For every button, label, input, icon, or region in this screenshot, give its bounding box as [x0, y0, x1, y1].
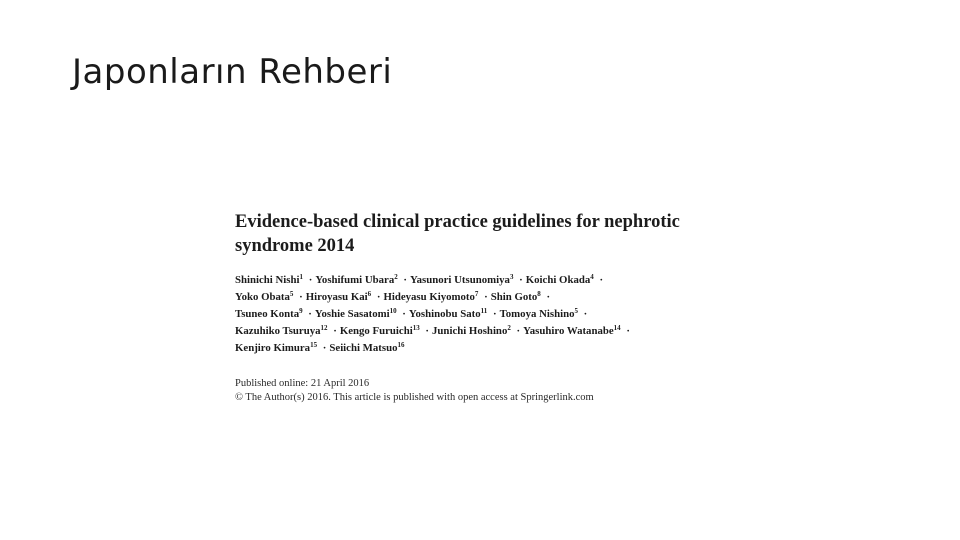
author-name-text: Yasunori Utsunomiya	[410, 274, 510, 286]
author-name-text: Yasuhiro Watanabe	[523, 325, 614, 337]
author-name-text: Yoshifumi Ubara	[315, 274, 395, 286]
author-name	[235, 325, 328, 337]
author-separator: ·	[296, 291, 303, 303]
author-affiliation-number: 6	[367, 290, 372, 298]
author-name-text: Kengo Furuichi	[339, 325, 413, 337]
author-name-text: Tsuneo Konta	[235, 308, 300, 320]
author-separator: ·	[374, 291, 381, 303]
author-affiliation-number: 10	[389, 307, 397, 315]
author-line	[235, 340, 755, 357]
author-separator: ·	[490, 308, 497, 320]
author-affiliation-number: 5	[289, 290, 294, 298]
author-name-text: Junichi Hoshino	[432, 325, 508, 337]
author-name-text: Seiichi Matsuo	[329, 342, 398, 354]
author-separator: ·	[330, 325, 337, 337]
author-affiliation-number: 11	[480, 307, 488, 315]
author-affiliation-number: 2	[394, 273, 398, 281]
author-affiliation-number: 7	[474, 290, 479, 298]
author-separator: ·	[516, 274, 523, 286]
paper-excerpt-image	[235, 210, 755, 405]
author-name	[500, 308, 578, 320]
author-separator: ·	[596, 274, 604, 286]
author-name-text: Shin Goto	[490, 291, 538, 303]
author-name	[409, 308, 487, 320]
author-affiliation-number: 14	[613, 324, 621, 332]
author-name	[523, 325, 621, 337]
slide-title: Japonların Rehberi	[72, 52, 393, 92]
author-separator: ·	[623, 325, 630, 337]
author-line	[235, 306, 755, 323]
author-line	[235, 272, 755, 289]
author-name	[235, 274, 303, 286]
author-affiliation-number: 12	[320, 324, 328, 332]
author-separator: ·	[399, 308, 406, 320]
author-name-text: Tomoya Nishino	[499, 308, 575, 320]
author-affiliation-number: 16	[397, 341, 405, 349]
author-name-text: Shinichi Nishi	[235, 274, 300, 286]
publication-info	[235, 377, 755, 405]
author-affiliation-number: 2	[507, 324, 511, 332]
author-name	[315, 308, 397, 320]
author-affiliation-number: 13	[412, 324, 420, 332]
author-affiliation-number: 3	[509, 273, 514, 281]
author-affiliation-number: 5	[574, 307, 578, 315]
author-affiliation-number: 1	[299, 273, 304, 281]
author-separator: ·	[580, 308, 588, 320]
author-name-text: Kazuhiko Tsuruya	[235, 325, 321, 337]
author-separator: ·	[400, 274, 408, 286]
author-name	[491, 291, 541, 303]
published-date: Published online: 21 April 2016	[235, 378, 370, 389]
author-name	[432, 325, 511, 337]
author-name	[315, 274, 397, 286]
author-list	[235, 272, 755, 357]
author-separator: ·	[422, 325, 430, 337]
paper-title-line-1: Evidence-based clinical practice guidelines for nephrotic	[235, 212, 680, 232]
author-name	[340, 325, 420, 337]
author-affiliation-number: 4	[590, 273, 594, 281]
author-affiliation-number: 9	[299, 307, 303, 315]
author-name	[410, 274, 513, 286]
author-name	[383, 291, 478, 303]
paper-title	[235, 210, 755, 258]
author-name	[526, 274, 594, 286]
author-line	[235, 323, 755, 340]
author-name-text: Yoshie Sasatomi	[314, 308, 390, 320]
copyright-notice: © The Author(s) 2016. This article is published with open access at Springerlink.com	[235, 392, 594, 403]
author-separator: ·	[320, 342, 327, 354]
author-separator: ·	[305, 308, 312, 320]
author-name-text: Kenjiro Kimura	[235, 342, 311, 354]
author-name-text: Hiroyasu Kai	[305, 291, 368, 303]
author-name-text: Koichi Okada	[525, 274, 591, 286]
author-affiliation-number: 8	[537, 290, 541, 298]
author-separator: ·	[543, 291, 551, 303]
author-name-text: Hideyasu Kiyomoto	[383, 291, 475, 303]
author-separator: ·	[513, 325, 521, 337]
author-name-text: Yoshinobu Sato	[408, 308, 481, 320]
author-name	[235, 291, 293, 303]
author-separator: ·	[481, 291, 488, 303]
author-name	[306, 291, 371, 303]
author-affiliation-number: 15	[310, 341, 318, 349]
author-separator: ·	[306, 274, 313, 286]
author-name-text: Yoko Obata	[235, 291, 290, 303]
author-line	[235, 289, 755, 306]
paper-title-line-2: syndrome 2014	[235, 236, 355, 256]
author-name	[329, 342, 404, 354]
author-name	[235, 342, 317, 354]
author-name	[235, 308, 303, 320]
